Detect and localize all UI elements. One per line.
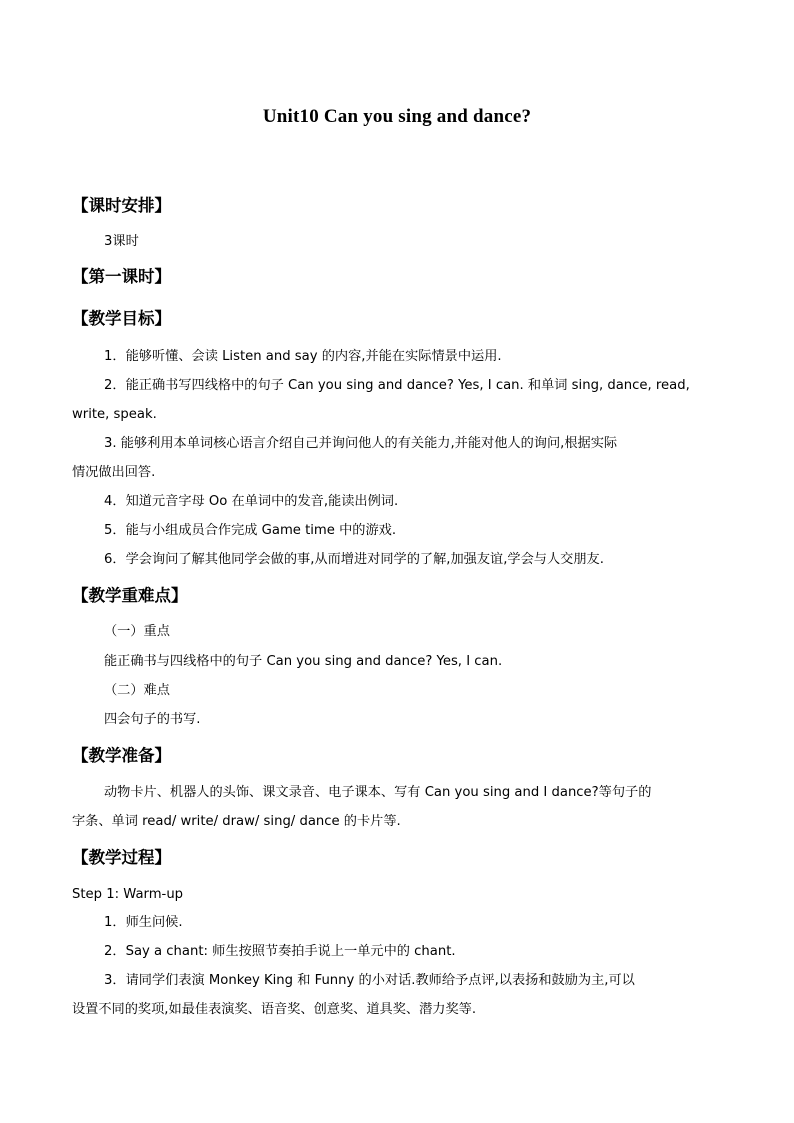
process-line: 3．请同学们表演 Monkey King 和 Funny 的小对话.教师给予点评,以表扬和鼓励为主,可以 [104,973,635,988]
heading-lesson1: 【第一课时】 [72,267,171,286]
heading-process: 【教学过程】 [72,848,171,867]
document-title: Unit10 Can you sing and dance? [262,106,532,127]
objective-line: 3. 能够利用本单词核心语言介绍自己并询问他人的有关能力,并能对他人的询问,根据实际 [104,436,618,451]
heading-objectives: 【教学目标】 [72,309,171,328]
process-line: 1．师生问候. [104,915,183,930]
objective-line: 6．学会询问了解其他同学会做的事,从而增进对同学的了解,加强友谊,学会与人交朋友. [104,552,604,567]
process-line: Step 1: Warm-up [72,887,184,902]
objective-line: write, speak. [72,407,157,422]
objective-line: 情况做出回答. [72,465,156,480]
objective-line: 4．知道元音字母 Oo 在单词中的发音,能读出例词. [104,494,399,509]
heading-key-points: 【教学重难点】 [72,586,188,605]
preparation-line: 动物卡片、机器人的头饰、课文录音、电子课本、写有 Can you sing and I dance?等句子的 [104,785,652,800]
key-point-line: 四会句子的书写. [104,712,201,727]
key-point-line: （一）重点 [104,624,170,639]
key-point-line: （二）难点 [104,683,170,698]
preparation-line: 字条、单词 read/ write/ draw/ sing/ dance 的卡片等. [72,814,401,829]
process-line: 2．Say a chant: 师生按照节奏拍手说上一单元中的 chant. [104,944,456,959]
objective-line: 1．能够听懂、会读 Listen and say 的内容,并能在实际情景中运用. [104,349,502,364]
key-point-line: 能正确书与四线格中的句子 Can you sing and dance? Yes, I can. [104,654,503,669]
schedule-text: 3课时 [104,234,139,249]
process-line: 设置不同的奖项,如最佳表演奖、语音奖、创意奖、道具奖、潜力奖等. [72,1002,477,1017]
objective-line: 5．能与小组成员合作完成 Game time 中的游戏. [104,523,397,538]
heading-preparation: 【教学准备】 [72,746,171,765]
heading-schedule: 【课时安排】 [72,196,171,215]
objective-line: 2．能正确书写四线格中的句子 Can you sing and dance? Yes, I can. 和单词 sing, dance, read, [104,378,690,393]
